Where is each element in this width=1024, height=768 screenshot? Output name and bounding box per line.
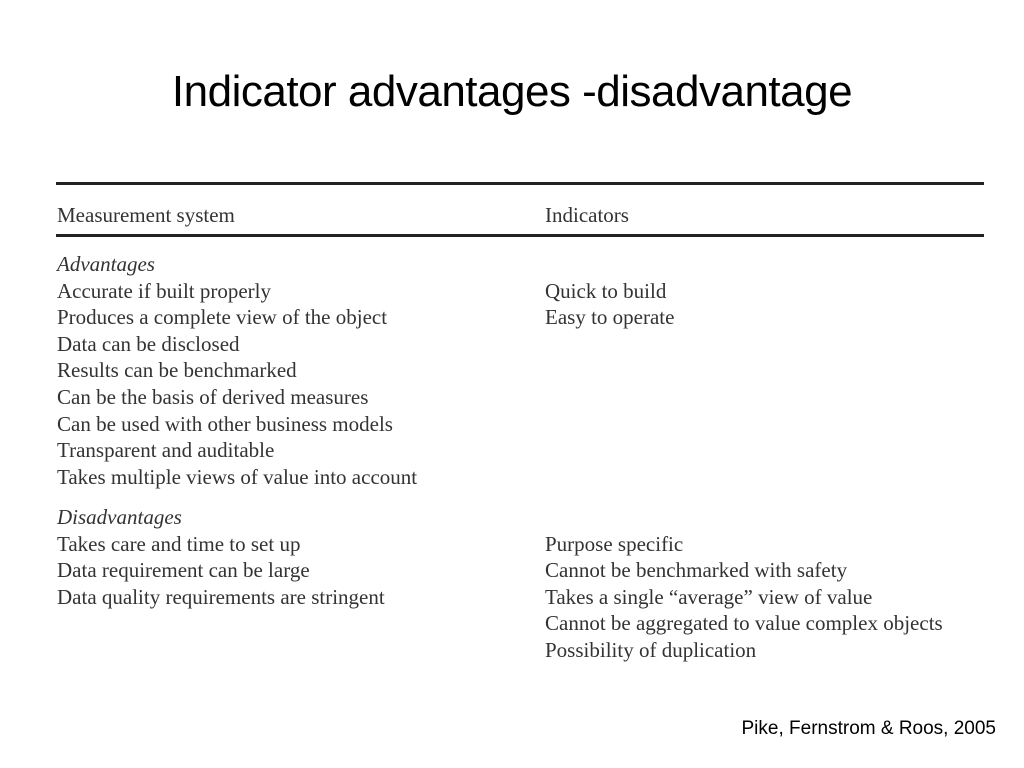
table-cell: Data can be disclosed	[57, 331, 240, 356]
disadvantages-indicators-column	[545, 531, 943, 664]
table-header-rule	[56, 234, 984, 237]
table-cell: Can be the basis of derived measures	[57, 384, 369, 409]
column-header-measurement-system: Measurement system	[57, 203, 235, 227]
table-cell: Data requirement can be large	[57, 558, 310, 583]
table-cell: Takes multiple views of value into account	[57, 464, 418, 489]
advantages-measurement-column	[57, 251, 417, 490]
table-cell: Quick to build	[545, 278, 667, 303]
slide-title: Indicator advantages -disadvantage	[171, 67, 853, 116]
table-cell: Easy to operate	[545, 305, 675, 330]
disadvantages-section-title: Disadvantages	[57, 505, 182, 529]
table-cell: Results can be benchmarked	[57, 358, 297, 383]
table-cell: Data quality requirements are stringent	[57, 584, 385, 609]
table-cell: Takes care and time to set up	[57, 531, 301, 556]
table-cell: Produces a complete view of the object	[57, 305, 388, 330]
table-cell: Can be used with other business models	[57, 411, 393, 436]
table-cell: Purpose specific	[545, 531, 684, 556]
table-top-rule	[56, 182, 984, 185]
table-cell: Possibility of duplication	[545, 637, 757, 662]
table-cell: Cannot be benchmarked with safety	[545, 558, 848, 583]
advantages-section-title: Advantages	[57, 252, 155, 276]
advantages-indicators-column	[545, 278, 674, 331]
table-cell: Takes a single “average” view of value	[545, 584, 873, 609]
table-cell: Cannot be aggregated to value complex objects	[545, 611, 943, 636]
disadvantages-measurement-column	[57, 504, 385, 610]
column-header-indicators: Indicators	[545, 203, 629, 227]
table-cell: Accurate if built properly	[57, 278, 271, 303]
table-cell: Transparent and auditable	[57, 438, 275, 463]
citation: Pike, Fernstrom & Roos, 2005	[741, 718, 996, 739]
